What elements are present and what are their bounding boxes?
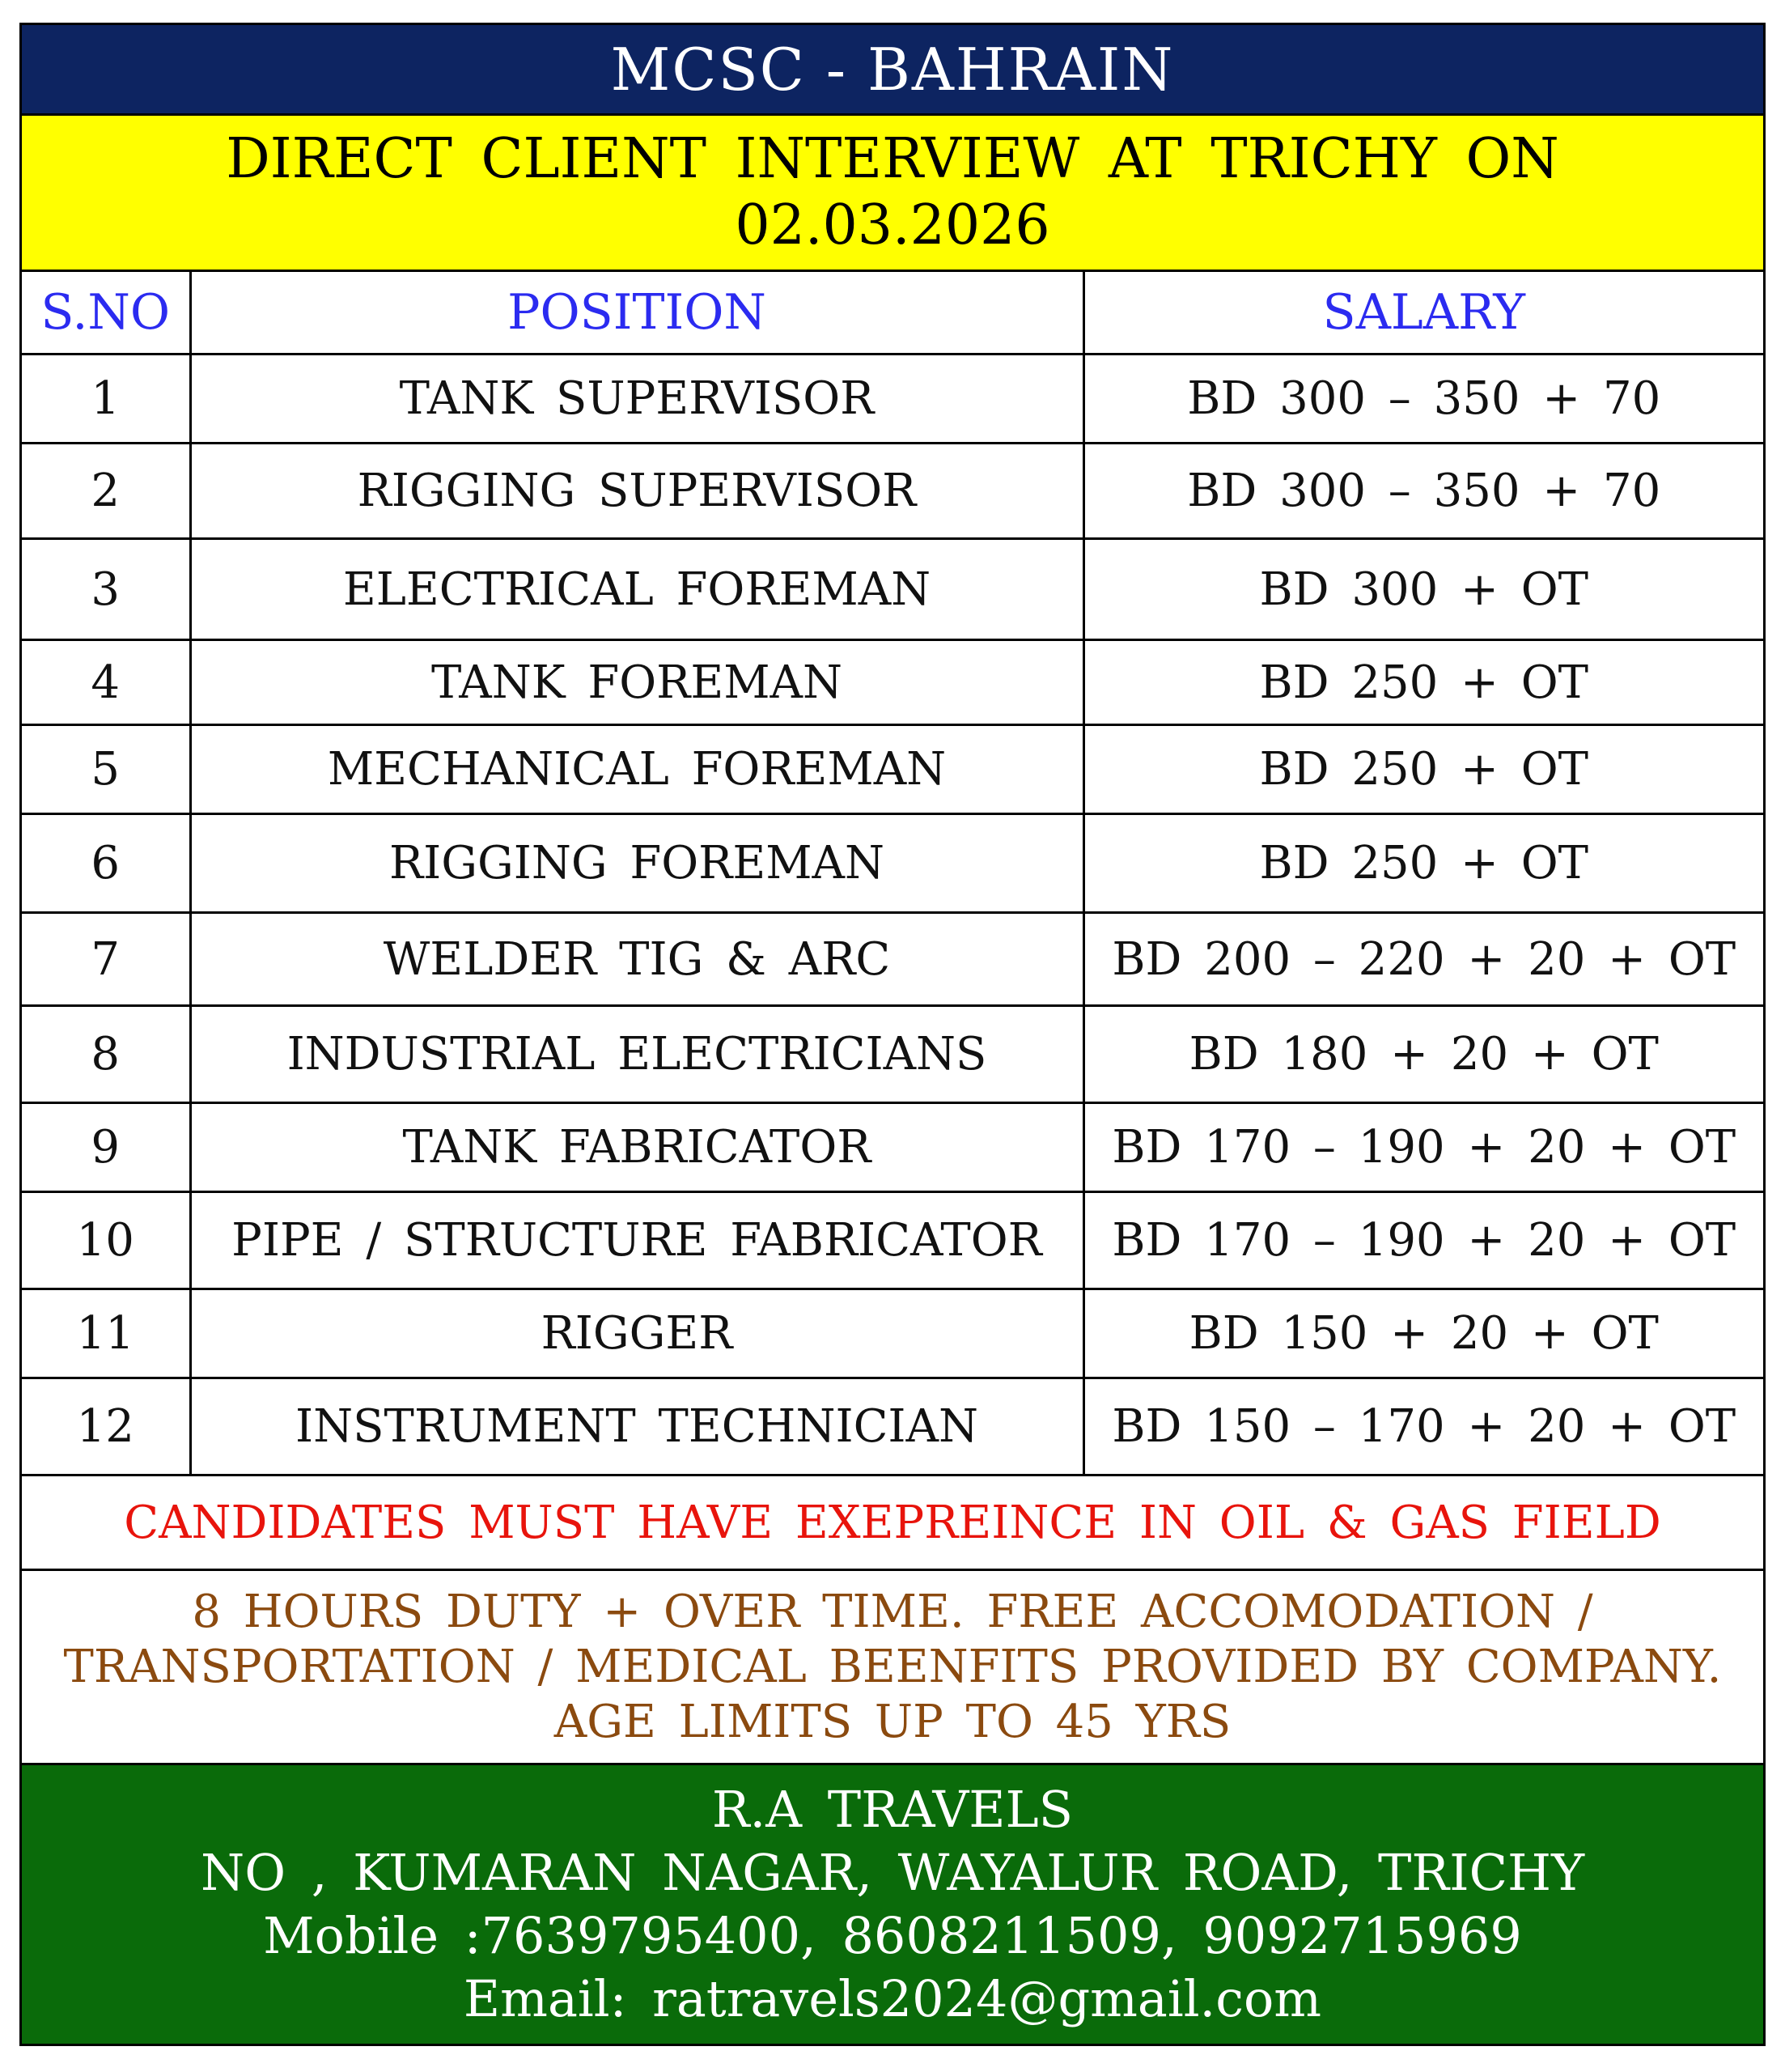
row-sno: 9 bbox=[22, 1103, 190, 1192]
benefits-line: TRANSPORTATION / MEDICAL BEENFITS PROVIDED BY COMPANY. bbox=[63, 1640, 1722, 1693]
table-row bbox=[22, 640, 1763, 725]
table-row bbox=[22, 355, 1763, 444]
column-header-position: POSITION bbox=[190, 272, 1083, 355]
row-salary: BD 200 – 220 + 20 + OT bbox=[1083, 913, 1763, 1006]
benefits-line: 8 HOURS DUTY + OVER TIME. FREE ACCOMODATION / bbox=[192, 1585, 1593, 1638]
agency-address: NO , KUMARAN NAGAR, WAYALUR ROAD, TRICHY bbox=[200, 1843, 1585, 1902]
row-sno: 4 bbox=[22, 640, 190, 725]
contact-footer bbox=[22, 1765, 1763, 2044]
interview-banner bbox=[22, 116, 1763, 272]
agency-email: Email: ratravels2024@gmail.com bbox=[463, 1969, 1322, 2028]
row-salary: BD 300 – 350 + 70 bbox=[1083, 355, 1763, 444]
row-sno: 8 bbox=[22, 1006, 190, 1103]
row-salary: BD 250 + OT bbox=[1083, 640, 1763, 725]
table-row bbox=[22, 725, 1763, 814]
row-position: RIGGER bbox=[190, 1289, 1083, 1378]
row-position: TANK SUPERVISOR bbox=[190, 355, 1083, 444]
row-salary: BD 170 – 190 + 20 + OT bbox=[1083, 1192, 1763, 1289]
row-position: INSTRUMENT TECHNICIAN bbox=[190, 1378, 1083, 1475]
row-salary: BD 150 – 170 + 20 + OT bbox=[1083, 1378, 1763, 1475]
row-position: TANK FABRICATOR bbox=[190, 1103, 1083, 1192]
row-position: PIPE / STRUCTURE FABRICATOR bbox=[190, 1192, 1083, 1289]
table-row bbox=[22, 1192, 1763, 1289]
table-row bbox=[22, 1103, 1763, 1192]
table-row bbox=[22, 539, 1763, 640]
table-header-row bbox=[22, 272, 1763, 355]
table-row bbox=[22, 1289, 1763, 1378]
row-salary: BD 150 + 20 + OT bbox=[1083, 1289, 1763, 1378]
row-salary: BD 170 – 190 + 20 + OT bbox=[1083, 1103, 1763, 1192]
row-position: TANK FOREMAN bbox=[190, 640, 1083, 725]
row-position: WELDER TIG & ARC bbox=[190, 913, 1083, 1006]
positions-table bbox=[22, 272, 1763, 1476]
row-salary: BD 300 – 350 + 70 bbox=[1083, 444, 1763, 539]
row-salary: BD 180 + 20 + OT bbox=[1083, 1006, 1763, 1103]
experience-notice bbox=[22, 1476, 1763, 1571]
row-sno: 2 bbox=[22, 444, 190, 539]
column-header-salary: SALARY bbox=[1083, 272, 1763, 355]
company-title: MCSC - BAHRAIN bbox=[610, 35, 1175, 104]
row-sno: 11 bbox=[22, 1289, 190, 1378]
row-position: MECHANICAL FOREMAN bbox=[190, 725, 1083, 814]
table-row bbox=[22, 1378, 1763, 1475]
row-sno: 6 bbox=[22, 814, 190, 913]
row-sno: 1 bbox=[22, 355, 190, 444]
row-sno: 7 bbox=[22, 913, 190, 1006]
notice-text: CANDIDATES MUST HAVE EXEPREINCE IN OIL & GAS FIELD bbox=[124, 1496, 1661, 1549]
row-sno: 10 bbox=[22, 1192, 190, 1289]
column-header-sno: S.NO bbox=[22, 272, 190, 355]
interview-heading: DIRECT CLIENT INTERVIEW AT TRICHY ON bbox=[226, 127, 1559, 191]
table-row bbox=[22, 814, 1763, 913]
row-sno: 12 bbox=[22, 1378, 190, 1475]
row-sno: 5 bbox=[22, 725, 190, 814]
table-row bbox=[22, 1006, 1763, 1103]
row-position: ELECTRICAL FOREMAN bbox=[190, 539, 1083, 640]
interview-date: 02.03.2026 bbox=[735, 193, 1050, 257]
row-salary: BD 250 + OT bbox=[1083, 814, 1763, 913]
row-position: RIGGING SUPERVISOR bbox=[190, 444, 1083, 539]
table-row bbox=[22, 913, 1763, 1006]
row-salary: BD 300 + OT bbox=[1083, 539, 1763, 640]
table-row bbox=[22, 444, 1763, 539]
job-flyer bbox=[19, 23, 1766, 2046]
agency-name: R.A TRAVELS bbox=[711, 1780, 1074, 1839]
benefits-section bbox=[22, 1571, 1763, 1765]
company-title-banner bbox=[22, 25, 1763, 116]
agency-mobile: Mobile :7639795400, 8608211509, 9092715969 bbox=[263, 1906, 1522, 1965]
age-limit-line: AGE LIMITS UP TO 45 YRS bbox=[553, 1695, 1232, 1748]
row-sno: 3 bbox=[22, 539, 190, 640]
row-position: RIGGING FOREMAN bbox=[190, 814, 1083, 913]
row-salary: BD 250 + OT bbox=[1083, 725, 1763, 814]
row-position: INDUSTRIAL ELECTRICIANS bbox=[190, 1006, 1083, 1103]
